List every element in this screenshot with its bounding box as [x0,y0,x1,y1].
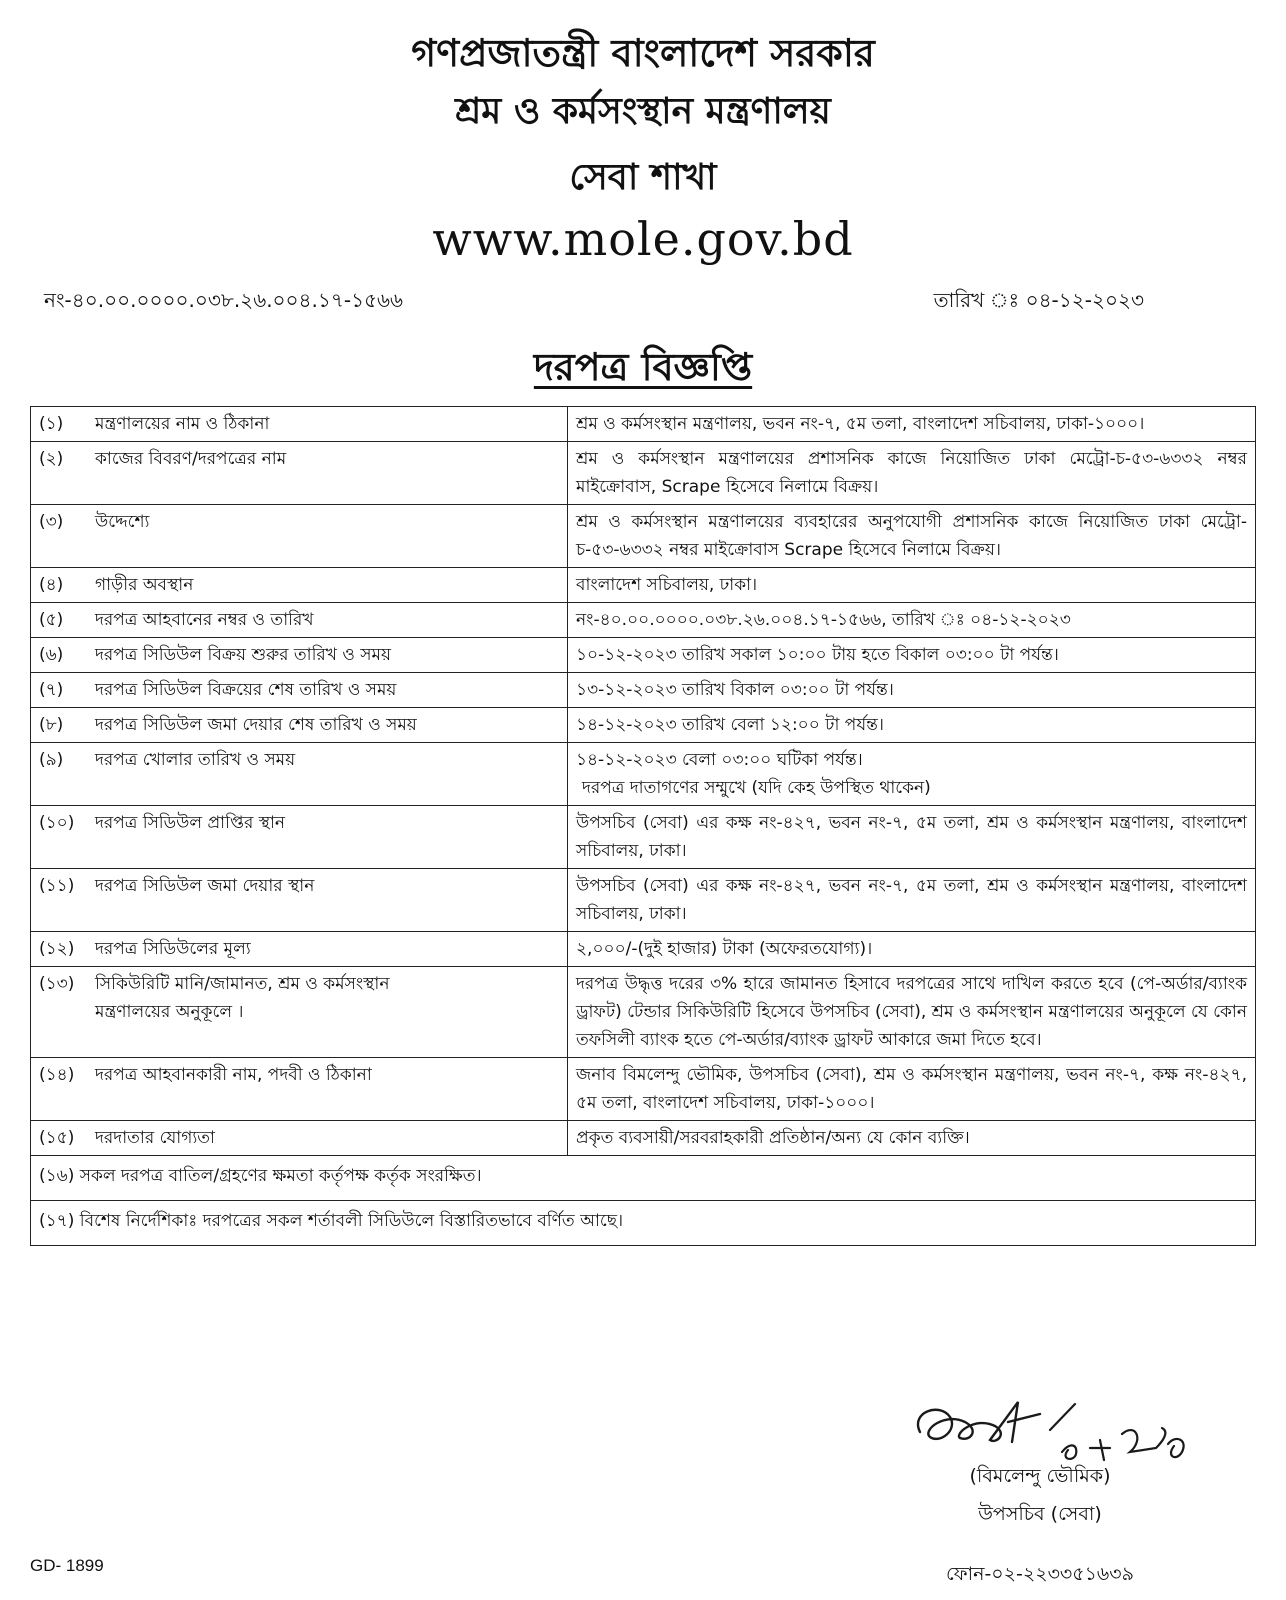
row-label-text: দরপত্র সিডিউলের মূল্য [95,939,251,959]
row-label-text: উদ্দেশ্যে [95,512,150,532]
row-number: (১৫) [39,1128,75,1148]
row-label [31,407,568,442]
full-row-text: (১৬) সকল দরপত্র বাতিল/গ্রহণের ক্ষমতা কর্তৃপক্ষ কর্তৃক সংরক্ষিত। [31,1156,1256,1201]
handwritten-signature [900,1382,1220,1472]
tender-details-table [30,406,1256,1246]
row-number: (১১) [39,876,75,896]
row-label-text: দরপত্র সিডিউল প্রাপ্তির স্থান [95,813,286,833]
row-label-text: দরপত্র সিডিউল জমা দেয়ার শেষ তারিখ ও সময় [95,715,417,735]
row-label [31,673,568,708]
row-value: প্রকৃত ব্যবসায়ী/সরবরাহকারী প্রতিষ্ঠান/অন্য যে কোন ব্যক্তি। [568,1121,1256,1156]
notice-title [0,338,1286,402]
row-number: (৬) [39,645,64,665]
notice-title-text: দরপত্র বিজ্ঞপ্তি [533,344,753,389]
row-label-text: মন্ত্রণালয়ের নাম ও ঠিকানা [95,414,270,434]
row-value: শ্রম ও কর্মসংস্থান মন্ত্রণালয়ের ব্যবহারের অনুপযোগী প্রশাসনিক কাজে নিয়োজিত ঢাকা মেট্রো-চ-৫৩-৬৩৩২ নম্বর মাইক্রোবাস Scrape হিসেবে নিলামে বিক্রয়। [568,505,1256,568]
memo-date: তারিখ ঃ ০৪-১২-২০২৩ [933,288,1144,312]
row-label-text: দরপত্র সিডিউল বিক্রয়ের শেষ তারিখ ও সময় [95,680,397,700]
website-link[interactable]: www.mole.gov.bd [432,212,854,266]
table-row-full [31,1156,1256,1201]
row-number: (১) [39,414,64,434]
signatory-name: (বিমলেন্দু ভৌমিক) [969,1465,1111,1487]
row-label [31,967,568,1058]
row-number: (১৪) [39,1065,75,1085]
row-number: (২) [39,449,64,469]
table-row [31,708,1256,743]
table-row [31,967,1256,1058]
row-number: (৩) [39,512,64,532]
table-row [31,442,1256,505]
signatory-phone: ফোন-০২-২২৩৩৫১৬৩৯ [946,1563,1134,1585]
row-label-text: দরপত্র আহবানের নম্বর ও তারিখ [95,610,314,630]
row-label [31,1058,568,1121]
branch-name: সেবা শাখা [569,156,717,198]
row-value: ১৩-১২-২০২৩ তারিখ বিকাল ০৩:০০ টা পর্যন্ত। [568,673,1256,708]
row-label [31,603,568,638]
row-value: ১৪-১২-২০২৩ তারিখ বেলা ১২:০০ টা পর্যন্ত। [568,708,1256,743]
row-value: জনাব বিমলেন্দু ভৌমিক, উপসচিব (সেবা), শ্রম ও কর্মসংস্থান মন্ত্রণালয়, ভবন নং-৭, কক্ষ নং-৪২৭, ৫ম তলা, বাংলাদেশ সচিবালয়, ঢাকা-১০০০। [568,1058,1256,1121]
row-label-text: দরপত্র সিডিউল জমা দেয়ার স্থান [95,876,315,896]
row-value-line: দরপত্র দাতাগণের সম্মুখে (যদি কেহ উপস্থিত থাকেন) [582,778,931,798]
table-row [31,568,1256,603]
ministry-name: শ্রম ও কর্মসংস্থান মন্ত্রণালয় [455,90,831,132]
table-row [31,806,1256,869]
table-row [31,1058,1256,1121]
row-value: বাংলাদেশ সচিবালয়, ঢাকা। [568,568,1256,603]
row-label [31,806,568,869]
table-row [31,673,1256,708]
row-label [31,442,568,505]
row-label [31,638,568,673]
table-row [31,932,1256,967]
row-number: (৮) [39,715,64,735]
row-value: উপসচিব (সেবা) এর কক্ষ নং-৪২৭, ভবন নং-৭, ৫ম তলা, শ্রম ও কর্মসংস্থান মন্ত্রণালয়, বাংলাদেশ সচিবালয়, ঢাকা। [568,806,1256,869]
row-value [568,743,1256,806]
row-value: শ্রম ও কর্মসংস্থান মন্ত্রণালয়ের প্রশাসনিক কাজে নিয়োজিত ঢাকা মেট্রো-চ-৫৩-৬৩৩২ নম্বর মাইক্রোবাস, Scrape হিসেবে নিলামে বিক্রয়। [568,442,1256,505]
row-value-line: ১৪-১২-২০২৩ বেলা ০৩:০০ ঘটিকা পর্যন্ত। [576,750,863,770]
row-label [31,743,568,806]
row-label [31,869,568,932]
row-label [31,568,568,603]
row-label-text: দরদাতার যোগ্যতা [95,1128,215,1148]
row-value: নং-৪০.০০.০০০০.০৩৮.২৬.০০৪.১৭-১৫৬৬, তারিখ ঃ ০৪-১২-২০২৩ [568,603,1256,638]
table-row [31,1121,1256,1156]
table-row-full [31,1201,1256,1246]
row-value: দরপত্র উদ্ধৃত্ত দরের ৩% হারে জামানত হিসাবে দরপত্রের সাথে দাখিল করতে হবে (পে-অর্ডার/ব্যাংক ড্রাফট) টেন্ডার সিকিউরিটি হিসেবে উপসচিব (সেবা), শ্রম ও কর্মসংস্থান মন্ত্রণালয়ের অনুকূলে যে কোন তফসিলী ব্যাংক হতে পে-অর্ডার/ব্যাংক ড্রাফট আকারে জমা দিতে হবে। [568,967,1256,1058]
table-row [31,869,1256,932]
row-value: শ্রম ও কর্মসংস্থান মন্ত্রণালয়, ভবন নং-৭, ৫ম তলা, বাংলাদেশ সচিবালয়, ঢাকা-১০০০। [568,407,1256,442]
row-label-text: সিকিউরিটি মানি/জামানত, শ্রম ও কর্মসংস্থান মন্ত্রণালয়ের অনুকূলে । [95,974,390,1022]
row-label-text: দরপত্র সিডিউল বিক্রয় শুরুর তারিখ ও সময় [95,645,391,665]
row-number: (১০) [39,813,75,833]
row-label [31,708,568,743]
row-number: (৯) [39,750,64,770]
row-label [31,932,568,967]
gd-code: GD- 1899 [30,1556,104,1575]
row-label-text: কাজের বিবরণ/দরপত্রের নাম [95,449,287,469]
row-label [31,1121,568,1156]
table-row [31,603,1256,638]
row-label-text: দরপত্র আহবানকারী নাম, পদবী ও ঠিকানা [95,1065,372,1085]
table-row [31,505,1256,568]
row-number: (৭) [39,680,64,700]
signatory-designation: উপসচিব (সেবা) [978,1503,1102,1525]
row-number: (১৩) [39,974,75,994]
row-label [31,505,568,568]
table-row [31,638,1256,673]
row-label-text: গাড়ীর অবস্থান [95,575,194,595]
row-value: ১০-১২-২০২৩ তারিখ সকাল ১০:০০ টায় হতে বিকাল ০৩:০০ টা পর্যন্ত। [568,638,1256,673]
row-label-text: দরপত্র খোলার তারিখ ও সময় [95,750,296,770]
table-row [31,743,1256,806]
row-number: (৫) [39,610,64,630]
memo-number: নং-৪০.০০.০০০০.০৩৮.২৬.০০৪.১৭-১৫৬৬ [44,288,404,312]
row-number: (৪) [39,575,64,595]
table-row [31,407,1256,442]
govt-title: গণপ্রজাতন্ত্রী বাংলাদেশ সরকার [411,30,875,75]
row-value: উপসচিব (সেবা) এর কক্ষ নং-৪২৭, ভবন নং-৭, ৫ম তলা, শ্রম ও কর্মসংস্থান মন্ত্রণালয়, বাংলাদেশ সচিবালয়, ঢাকা। [568,869,1256,932]
row-value: ২,০০০/-(দুই হাজার) টাকা (অফেরতযোগ্য)। [568,932,1256,967]
row-number: (১২) [39,939,75,959]
full-row-text: (১৭) বিশেষ নির্দেশিকাঃ দরপত্রের সকল শর্তাবলী সিডিউলে বিস্তারিতভাবে বর্ণিত আছে। [31,1201,1256,1246]
